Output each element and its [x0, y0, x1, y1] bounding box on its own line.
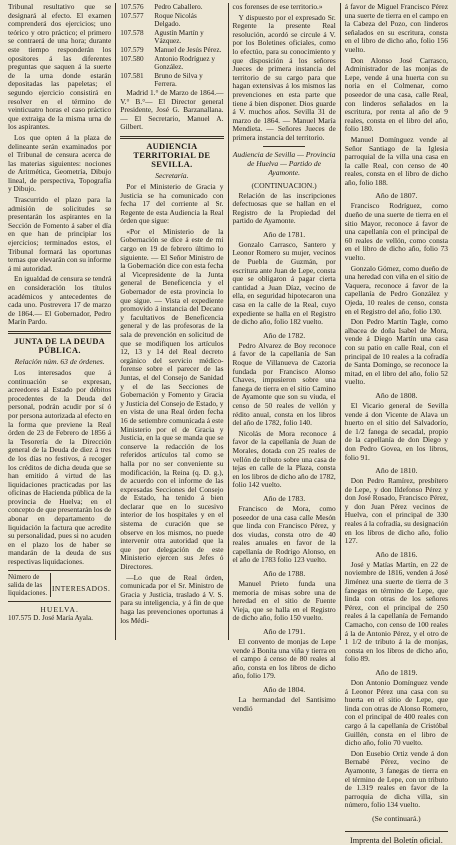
paragraph: Francisco de Mora, como poseedor de una casa calle Mesón que linda con Francisco Pérez, y dos viudas, consta otro de 40 reales anuales en favor de la capellanía de Rodrigo Alonso, en el año de 1783 folio 123 vuelto.: [232, 503, 336, 565]
year-heading: Año de 1819.: [375, 667, 418, 677]
interesados-table-header: [8, 570, 111, 597]
relacion-subtitle: Relación núm. 63 de órdenes.: [14, 356, 105, 366]
paragraph: —Lo que de Real órden, comunicada por el Sr. Ministro de Gracia y Justicia, traslado á V. S. para su inteligencia, y á fin de que haga las prevenciones oportunas á los Médi-: [120, 572, 224, 625]
table-header-left: Número de salida de las liquidaciones.: [8, 573, 51, 597]
paragraph: Los que opten á la plaza de delineante serán examinados por el Tribunal de censura acerca de las materias siguientes: nociones de Aritmética, Geometría, Dibujo lineal, de perspectiva, Topografía y Dibujo.: [8, 132, 112, 194]
year-heading: Año de 1807.: [375, 191, 418, 201]
paragraph: Francisco Rodríguez, como dueño de una suerte de tierra en el sitio Mayor, reconoce á favor de una capellanía con el principal de 60 reales de vellón, como consta en el libro de dicho año, folio 73 vuelto.: [344, 201, 448, 263]
list-item: 107.580 Antonio Rodríguez y González.: [120, 54, 215, 72]
paragraph: José y Matías Martín, en 22 de noviembre de 1816, venden á José Jiménez una suerte de tierra de 3 fanegas en término de Lepe, que linda con otras de los señores Pérez, con el principal de 250 reales á la capellanía de Fernando Camacho, con censo de 100 reales á la de Antonio Pérez, y el otro de 1 1/2 de tributo á la de monjas, consta en los libros de dicho año, folio 89.: [344, 559, 448, 664]
paragraph: Pedro Alvarez de Boy reconoce á favor de la capellanía de San Roque de Villanueva de Cazoria fundada por Francisco Alonso Chaves, impusieron sobre una fanega de tierra en el sitio Camino de Ayamonte que son su viuda, el censo de 50 reales de vellón y rédito anual, consta en los libros del año de 1782, folio 140.: [232, 340, 336, 428]
year-heading: Año de 1816.: [375, 549, 418, 559]
paragraph: Manuel Prieto funda una memoria de misas sobre una de heredad en el sitio de Fuente Vieja, que se halla en el Registro de dicho año, folio 150 vuelto.: [232, 579, 336, 623]
paragraph: Don Pedro Ramírez, presbítero de Lepe, y don Ildefonso Pérez y don José Rosado, Francisco Pérez, y don Juan Pérez vecinos de Huelva, con el principal de 330 reales á la cofradía, su designación en los libros de dicho año, folio 127.: [344, 476, 448, 546]
paragraph: Madrid 1.° de Marzo de 1864.— V.° B.°— El Director general Presidente, José G. Barzanallana.— El Secretario, Manuel A. Gilbert.: [120, 87, 224, 132]
list-item: 107.579 Manuel de Jesús Pérez.: [120, 45, 222, 54]
table-header-right: INTERESADOS.: [51, 583, 111, 593]
paragraph: Manuel Domínguez vende al Señor Santiago de la Iglesia parroquial de la villa una casa en la calle Real, con censo de 40 reales, consta en el libro de dicho año, folio 188.: [344, 134, 448, 187]
paragraph: Don Alonso José Carrasco, Administrador de las monjas de Lepe, vende á una huerta con su noria en el Colmenar, como poseedor de una casa, calle Real, con linderos señalados en la escritura, por renta al año de 9 reales, consta en el libro del año, folio 180.: [344, 55, 448, 134]
paragraph: cos forenses de ese territorio.»: [232, 2, 323, 11]
paragraph: Don Eusebio Ortiz vende á don Bernabé Pérez, vecino de Ayamonte, 3 fanegas de tierra en el término de Lepe, con un tributo de 1.319 reales en favor de la parroquia de dicha villa, sin número, folio 134 vuelto.: [344, 748, 448, 810]
year-heading: Año de 1791.: [263, 627, 306, 637]
year-heading: Año de 1804.: [263, 685, 306, 694]
column-2: [115, 3, 227, 640]
huelva-heading: HUELVA.: [8, 601, 111, 614]
paragraph: En igualdad de censura se tendrá en consideración los títulos académicos y antecedentes de cada uno. Postrevera 17 de marzo de 1864.— El Gobernador, Pedro Marín Pardo.: [8, 274, 112, 327]
year-heading: Año de 1781.: [263, 229, 306, 239]
continuacion-label: (CONTINUACION.): [251, 180, 317, 190]
column-3: [228, 2, 340, 713]
year-heading: Año de 1788.: [263, 569, 306, 579]
year-heading: Año de 1808.: [375, 390, 418, 400]
list-item: 107.575 D. José María Ayala.: [8, 613, 93, 622]
column-4: [340, 2, 452, 845]
divider: [8, 331, 111, 334]
list-item: 107.577 Roque Nicolás Delgado.: [120, 11, 197, 29]
continuara-label: (Se continuará.): [372, 813, 421, 823]
paragraph: Y dispuesto por el expresado Sr. Regente la presente Real resolución, acordó se circule á V. por los Boletines oficiales, como lo efectúo, para su conocimiento y que disposición á los señores Jueces de primera instancia del territorio de su cargo para que hagan extensivas á los mismos las prevenciones en esta parte que tiene á bien disponer. Dios guarde á V. muchos años. Sevilla 31 de marzo de 1864. — Manuel María Mendieta. — Señores Jueces de primera instancia del territorio.: [232, 12, 336, 142]
paragraph: Los interesados que á continuación se expresan, acreedores al Estado por débitos procedentes de la Deuda del personal, podrán acudir por sí ó por persona autorizada al efecto en la forma que previene la Real órden de 23 de Febrero de 1856 á la Tesorería de la Dirección general de la Deuda de diez á tres de los días no festivos, á recoger los créditos de dicha deuda que se han emitido á virtud de las liquidaciones practicadas por las oficinas de Hacienda pública de la provincia de Huelva; en el concepto de que presentarán los de abonar en departamento de liquidación la factura que acredite su personalidad, pues si no acuden en el plazo los de haber se mandarán de la deuda de sus respectivas liquidaciones.: [8, 367, 112, 567]
paragraph: La hermandad del Santísimo vendió: [232, 695, 336, 713]
paragraph: Don Pedro Martín Tagle, como albacea de doña Isabel de Mora, vende á Diego Martín una casa con su patio en calle Real, con el principal de 10 reales a la cofradía de Santa Domingo, se reconoce la mitad, en el libro del año, folio 52 vuelto.: [344, 317, 448, 387]
paragraph: Nicolás de Mora reconoce á favor de la capellanía de Juan de Morales, dotada con 25 reales de vellón de tributo sobre una casa de tejas en calle de la Plaza, consta en los libros de dicho año de 1782, folio 142 vuelto.: [232, 428, 336, 490]
paragraph: «Por el Ministerio de la Gobernación se dice á este de mi cargo en 19 de febrero último lo siguiente. — El Señor Ministro de la Gobernación dice con esta fecha al Vicepresidente de la Junta general de Beneficencia y el Gobernador de esta provincia lo que sigue. — Vista el expediente promovido á instancia del Decano y facultativos de Beneficencia general y de las profesoras de la sala de prevención en solicitud de que se modifiquen los artículos 12, 13 y 14 del Real decreto orgánico del servicio médico-forense sobre el parecer de las Juntas, el del Consejo de Sanidad y el de las Secciones de Gobernación y Fomento y Gracia y Justicia del Consejo de Estado, y en vista de una Real órden fecha 16 de setiembre comunicada á este Ministerio por el de Gracia y Justicia, en la que se manda que se conserve la redacción de los referidos artículos tal como se halla por no ser conveniente su modificación, la Reina (q. D. g.), de acuerdo con el informe de las expresadas Secciones del Consejo de Estado, ha tenido á bien declarar que en lo sucesivo interior de los hospitales y en el sistema de curación que se observe en los mismos, no puede intervenir otra autoridad que la que por delegación de este Ministerio ejercen sus Jefes ó Directores.: [120, 226, 224, 572]
paragraph: Trascurrido el plazo para la admisión de solicitudes se presentarán los aspirantes en la Sección de Fomento á saber el día en que han de principiar los ejercicios; terminados estos, el Tribunal formará las oportunas ternas que elevarán con su informe á mi autoridad.: [8, 195, 112, 273]
imprenta-footer: Imprenta del Boletín oficial.: [345, 831, 448, 845]
list-item: 107.578 Agustín Martín y Vázquez.: [120, 28, 204, 46]
paragraph: Don Antonio Domínguez vende á Leonor Pérez una casa con su huerta en el sitio de Lepe, que linda con otras de Alonso Romero, con el principal de 400 reales con cargo á la capellanía de Cristóbal Guillén, consta en el libro de dicho año, folio 70 vuelto.: [344, 677, 448, 748]
list-item: 107.581 Bruno de Silva y Ferrera.: [120, 71, 203, 89]
paragraph: Tribunal resultativo que se designará al efecto. El examen comprenderá dos ejercicios; uno teórico y otro práctico; el primero se contraerá de una hora; durante este tiempo responderán los opositores á las diferentes preguntas que saquen á la suerte de la urna donde estarán depositadas las papeletas; el segundo ejercicio consistirá en resolver en el término de veinticuatro horas el caso práctico que extraiga de la misma urna de los aspirantes.: [8, 2, 112, 132]
year-heading: Año de 1782.: [263, 330, 306, 340]
list-item: 107.576 Pedro Caballero.: [120, 3, 203, 11]
section-title-audiencia: AUDIENCIA TERRITORIAL DE SEVILLA.: [133, 141, 211, 169]
column-1: [4, 3, 115, 640]
paragraph: El convento de monjas de Lepe vende á Bonita una viña y tierra en el campo á censo de 80 reales al año, consta en los libros de dicho año, folio 179.: [232, 637, 336, 681]
secretaria-subtitle: Secretaría.: [155, 170, 189, 180]
year-heading: Año de 1810.: [375, 466, 418, 476]
year-heading: Año de 1783.: [263, 493, 306, 503]
paragraph: El Vicario general de Sevilla vende á don Vicente de Alava un huerto en el sitio del Salvadorío, de 1/2 fanega de secadal, propio de la capellanía de don Diego y don Pedro Govea, en los libros, folio 91.: [344, 400, 448, 462]
section-title-junta: JUNTA DE LA DEUDA PÚBLICA.: [14, 336, 106, 355]
paragraph: Relación de las inscripciones defectuosas que se hallan en el Registro de la Propiedad del partido de Ayamonte.: [232, 190, 336, 226]
audiencia-subtitle: Audiencia de Sevilla — Provincia de Huelva — Partido de Ayamonte.: [232, 149, 336, 177]
interesados-list: [120, 3, 223, 89]
divider: [263, 146, 304, 147]
divider: [120, 136, 223, 139]
paragraph: Gonzalo Carrasco, Santero y Leonor Romero su mujer, vecinos de Puebla de Guzmán, por escritura ante Juan de Lepe, consta que se obligaron á pagar cierta cantidad a Juan Díaz, vecino de ella, en seguridad hipotecaron una casa en la calle de la Real, cuyo expediente se halla en el Registro de dicho año, folio 182 vuelto.: [232, 239, 336, 327]
paragraph: Gonzalo Gómez, como dueño de una heredad con viña en el sitio de Vaquera, reconoce á favor de la capellanía de Pedro González y Ojeda, 10 reales de censo, consta en el Registro del año, folio 130.: [344, 263, 448, 316]
paragraph: á favor de Miguel Francisco Pérez una suerte de tierra en el campo en la Cabeza del Pozo, con linderos señalados en su escritura, consta en el libro de dicho año, folio 156 vuelto.: [344, 2, 448, 54]
paragraph: Por el Ministerio de Gracia y Justicia se ha comunicado con fecha 17 del corriente al Sr. Regente de esta Audiencia la Real órden que sigue:: [120, 181, 224, 226]
